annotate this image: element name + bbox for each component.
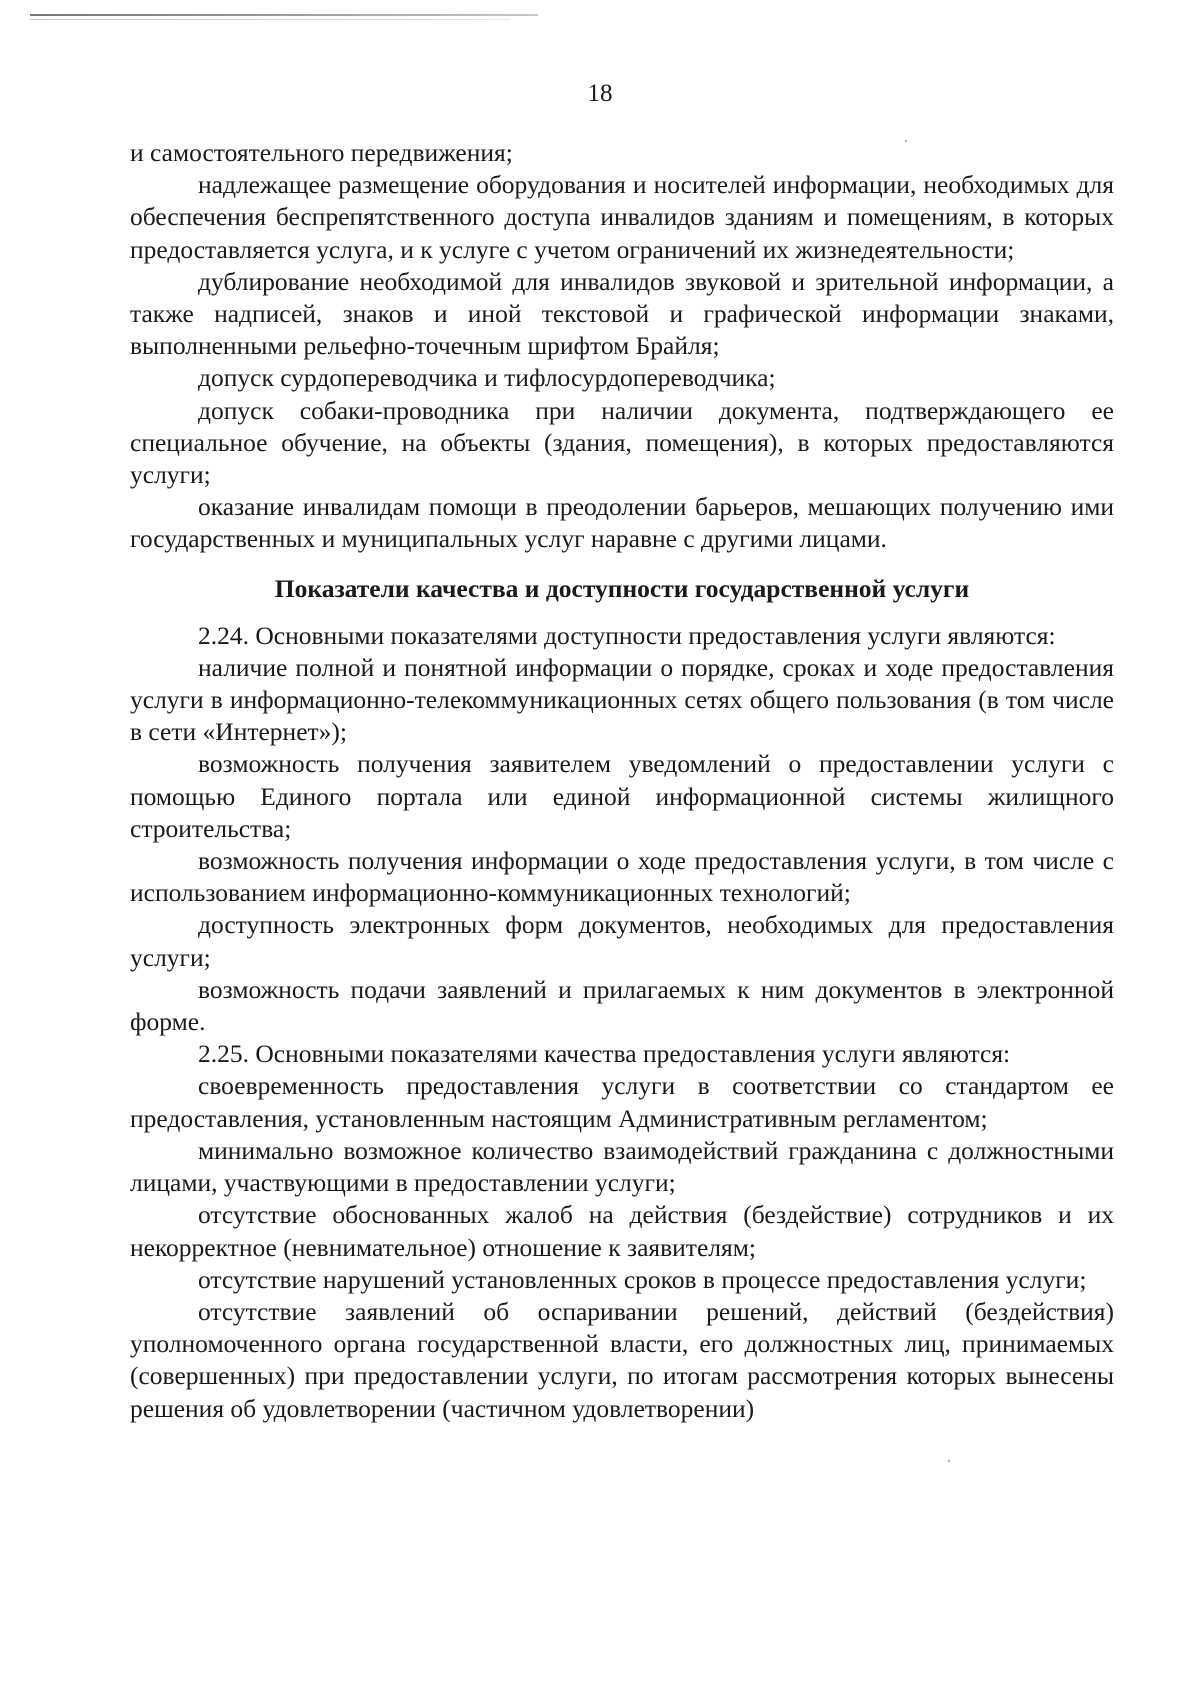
- page-number: 18: [587, 80, 613, 107]
- paragraph: и самостоятельного передвижения;: [130, 138, 513, 167]
- section-heading: Показатели качества и доступности государственной услуги: [274, 573, 970, 603]
- scan-artifact-line: [30, 14, 538, 16]
- scan-artifact-line-faint: [30, 19, 510, 20]
- paragraph: возможность получения заявителем уведомлений о предоставлении услуги с помощью Единого портала или единой информационной системы жилищного строительства;: [130, 749, 1114, 843]
- paragraph: дублирование необходимой для инвалидов звуковой и зрительной информации, а также надписей, знаков и иной текстовой и графической информации знаками, выполненными рельефно-точечным шрифтом Брайля;: [130, 266, 1114, 361]
- paragraph: 2.25. Основными показателями качества предоставления услуги являются:: [198, 1039, 1011, 1069]
- paragraph: допуск собаки-проводника при наличии документа, подтверждающего ее специальное обучение, на объекты (здания, помещения), в которых предоставляются услуги;: [130, 395, 1114, 490]
- paragraph: 2.24. Основными показателями доступности предоставления услуги являются:: [198, 620, 1056, 650]
- scan-speck: [905, 140, 907, 142]
- paragraph: оказание инвалидам помощи в преодолении барьеров, мешающих получению ими государственных и муниципальных услуг наравне с другими лицами.: [130, 492, 1114, 554]
- paragraph: возможность получения информации о ходе предоставления услуги, в том числе с использованием информационно-коммуникационных технологий;: [130, 846, 1114, 908]
- paragraph: своевременность предоставления услуги в соответствии со стандартом ее предоставления, установленным настоящим Административным регламентом;: [130, 1071, 1114, 1133]
- paragraph-group-quality-indicators: [130, 620, 1114, 1425]
- paragraph: возможность подачи заявлений и прилагаемых к ним документов в электронной форме.: [130, 974, 1114, 1037]
- paragraph: доступность электронных форм документов, необходимых для предоставления услуги;: [130, 910, 1114, 972]
- paragraph: надлежащее размещение оборудования и носителей информации, необходимых для обеспечения беспрепятственного доступа инвалидов зданиям и помещениям, в которых предоставляется услуга, и к услуге с учетом ограничений их жизнедеятельности;: [130, 170, 1114, 264]
- paragraph: отсутствие обоснованных жалоб на действия (бездействие) сотрудников и их некорректное (невнимательное) отношение к заявителям;: [130, 1200, 1114, 1262]
- paragraph: отсутствие нарушений установленных сроков в процессе предоставления услуги;: [198, 1264, 1087, 1294]
- document-body: [130, 137, 1114, 1425]
- paragraph: отсутствие заявлений об оспаривании решений, действий (бездействия) уполномоченного органа государственной власти, его должностных лиц, принимаемых (совершенных) при предоставлении услуги, по итогам рассмотрения которых вынесены решения об удовлетворении (частичном удовлетворении): [130, 1296, 1114, 1423]
- paragraph: допуск сурдопереводчика и тифлосурдопереводчика;: [198, 363, 776, 393]
- paragraph-group-accessibility-measures: [130, 137, 1114, 556]
- paragraph: минимально возможное количество взаимодействий гражданина с должностными лицами, участвующими в предоставлении услуги;: [130, 1135, 1114, 1198]
- scan-speck: [948, 1460, 950, 1462]
- paragraph: наличие полной и понятной информации о порядке, сроках и ходе предоставления услуги в информационно-телекоммуникационных сетях общего пользования (в том числе в сети «Интернет»);: [130, 652, 1114, 747]
